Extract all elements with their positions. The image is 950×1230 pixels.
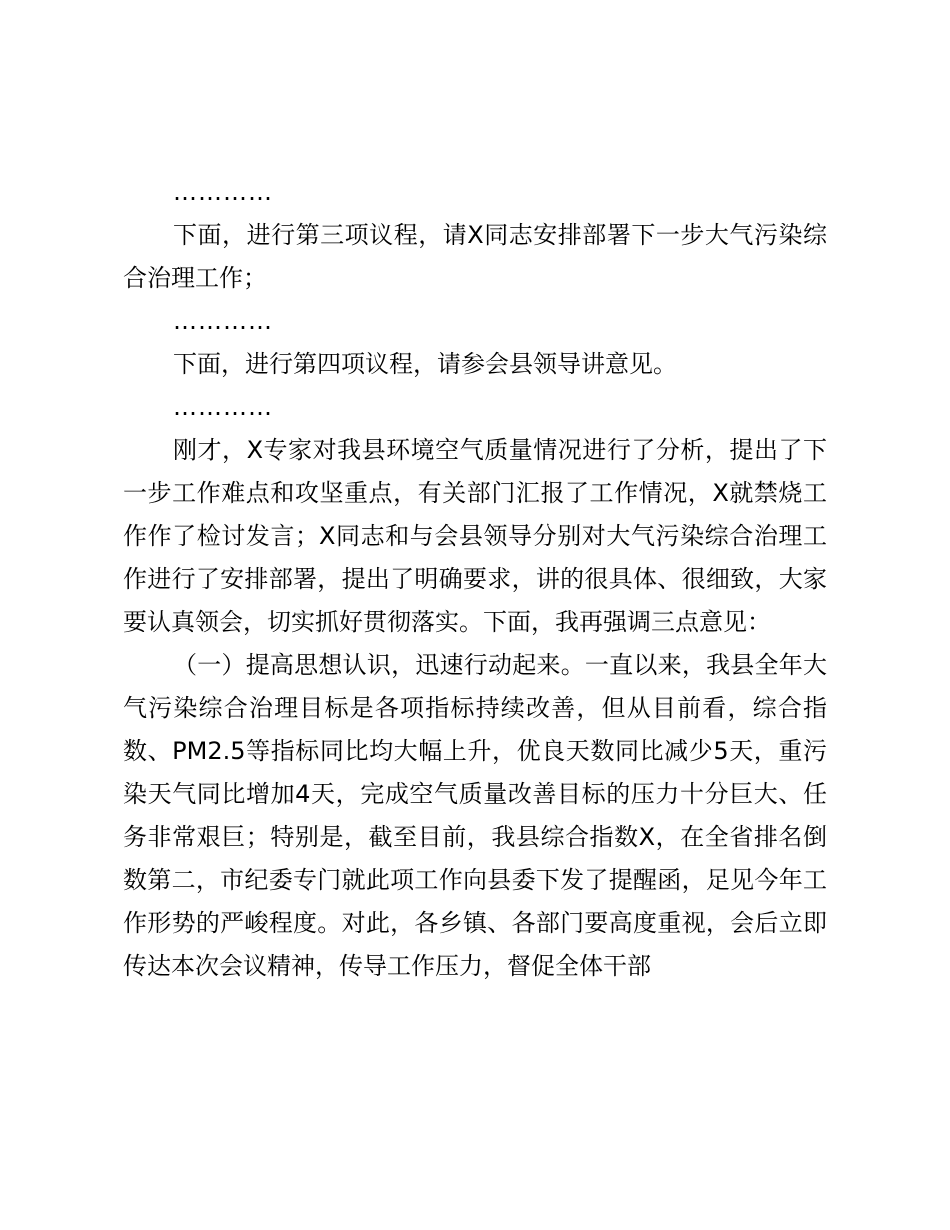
ellipsis-line-3: ………… <box>173 393 273 421</box>
document-page <box>123 171 827 988</box>
summary-paragraph: 刚才，X专家对我县环境空气质量情况进行了分析，提出了下一步工作难点和攻坚重点，有关部门汇报了工作情况，X就禁烧工作作了检讨发言；X同志和与会县领导分别对大气污染综合治理工作进行了安排部署，提出了明确要求，讲的很具体、很细致，大家要认真领会，切实抓好贯彻落实。下面，我再强调三点意见： <box>123 436 827 636</box>
ellipsis-line-2: ………… <box>173 307 273 335</box>
ellipsis-line-1: ………… <box>173 178 273 206</box>
point-one-paragraph: （一）提高思想认识，迅速行动起来。一直以来，我县全年大气污染综合治理目标是各项指标持续改善，但从目前看，综合指数、PM2.5等指标同比均大幅上升，优良天数同比减少5天，重污染天气同比增加4天，完成空气质量改善目标的压力十分巨大、任务非常艰巨；特别是，截至目前，我县综合指数X，在全省排名倒数第二，市纪委专门就此项工作向县委下发了提醒函，足见今年工作形势的严峻程度。对此，各乡镇、各部门要高度重视，会后立即传达本次会议精神，传导工作压力，督促全体干部 <box>123 651 827 980</box>
agenda-item-three: 下面，进行第三项议程，请X同志安排部署下一步大气污染综合治理工作； <box>123 221 827 292</box>
agenda-item-four: 下面，进行第四项议程，请参会县领导讲意见。 <box>173 350 677 378</box>
